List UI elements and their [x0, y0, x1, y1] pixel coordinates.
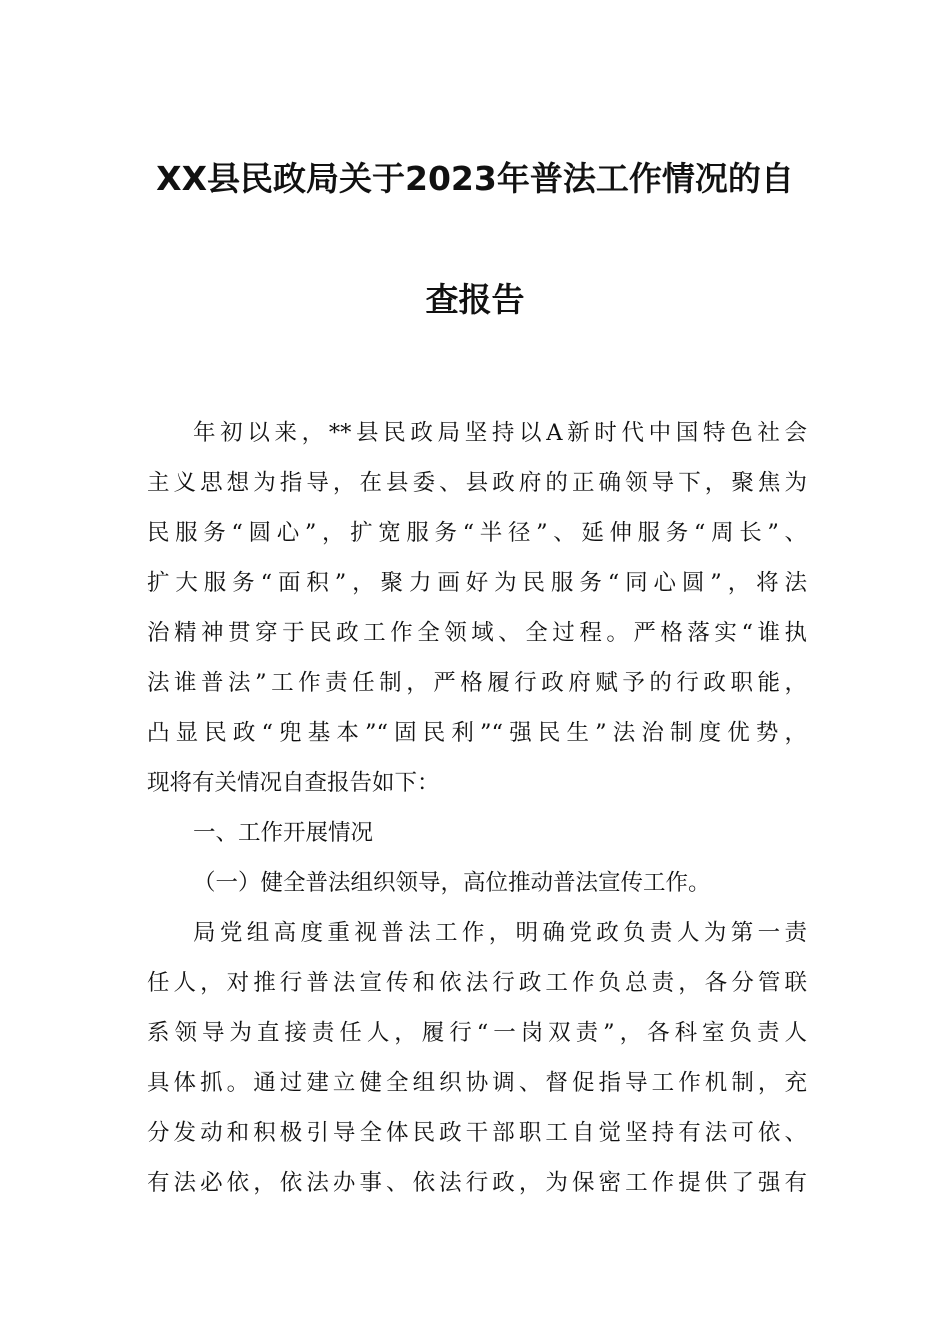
document-body: [147, 408, 807, 1208]
body-line: 具体抓。通过建立健全组织协调、督促指导工作机制，充: [147, 1070, 807, 1096]
body-line: 民服务“圆心”，扩宽服务“半径”、延伸服务“周长”、: [147, 520, 807, 546]
body-line: 凸显民政“兜基本”“固民利”“强民生”法治制度优势，: [147, 720, 807, 746]
body-line: 现将有关情况自查报告如下：: [147, 770, 440, 796]
document-title-line-2: 查报告: [425, 280, 525, 319]
body-line: 年初以来，**县民政局坚持以A新时代中国特色社会: [193, 420, 807, 446]
body-line: 系领导为直接责任人，履行“一岗双责”，各科室负责人: [147, 1020, 807, 1046]
body-line: 任人，对推行普法宣传和依法行政工作负总责，各分管联: [147, 970, 807, 996]
body-line: 分发动和积极引导全体民政干部职工自觉坚持有法可依、: [147, 1120, 807, 1146]
body-line: 治精神贯穿于民政工作全领域、全过程。严格落实“谁执: [147, 620, 807, 646]
body-line: 一、工作开展情况: [193, 820, 374, 846]
body-line: 有法必依，依法办事、依法行政，为保密工作提供了强有: [147, 1170, 807, 1196]
body-line: 主义思想为指导，在县委、县政府的正确领导下，聚焦为: [147, 470, 807, 496]
body-line: 法谁普法”工作责任制，严格履行政府赋予的行政职能，: [147, 670, 807, 696]
body-line: 扩大服务“面积”，聚力画好为民服务“同心圆”，将法: [147, 570, 807, 596]
body-line: 局党组高度重视普法工作，明确党政负责人为第一责: [193, 920, 807, 946]
document-title-line-1: XX县民政局关于2023年普法工作情况的自: [156, 159, 794, 198]
body-line: （一）健全普法组织领导，高位推动普法宣传工作。: [193, 870, 711, 896]
